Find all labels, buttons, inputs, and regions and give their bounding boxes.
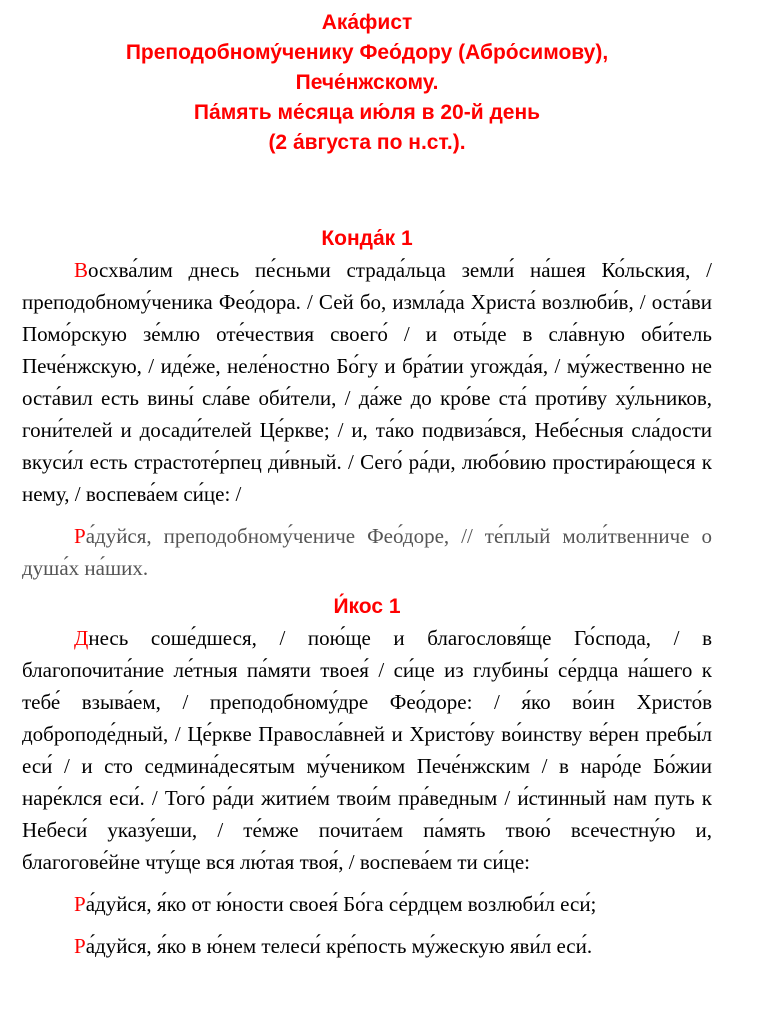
chaire-initial: Р: [74, 892, 86, 916]
kondak-1-text: [22, 254, 712, 510]
title-line-2: Преподобному́ченику Фео́дору (Абро́симову),: [125, 41, 609, 64]
kondak-1-heading: Конда́к 1: [321, 227, 413, 250]
ikos-1-initial: Д: [74, 626, 89, 650]
ikos-1-heading: И́кос 1: [333, 595, 401, 618]
title-line-1: Ака́фист: [321, 11, 413, 34]
ikos-1-text: [22, 622, 712, 878]
ikos-1-body: несь соше́дшеся, / пою́ще и благословя́ще Го́спода, / в благопочита́ние ле́тныя па́мяти твоея́ / си́це из глубины́ се́рдца на́шего к тебе́ взыва́ем, / преподобному́дре Фео́доре: / я́ко во́ин Христо́в доброподе́дный, / Це́ркве Правосла́вней и Христо́ву во́инству ве́рен пребы́л еси́ / и сто седмина́десятым му́чеником Пече́нжским / в наро́де Бо́жии наре́клся еси́. / Того́ ра́ди житие́м твои́м пра́ведным / и́стинный нам путь к Небеси́ указу́еши, / те́мже почита́ем па́мять твою́ всечестну́ю и, благогове́йне чту́ще вся лю́тая твоя́, / воспева́ем ти си́це:: [22, 626, 712, 874]
kondak-1-refrain-body: а́дуйся, преподобному́чениче Фео́доре, // те́плый моли́твенниче о душа́х на́ших.: [22, 524, 712, 580]
chaire-line: [22, 888, 712, 920]
document-title: [22, 0, 712, 158]
title-line-3: Пече́нжскому.: [295, 71, 439, 94]
chaire-line: [22, 930, 712, 962]
chaire-initial: Р: [74, 934, 86, 958]
title-line-4: Па́мять ме́сяца ию́ля в 20-й день: [193, 101, 541, 124]
kondak-1-refrain: [22, 520, 712, 584]
document-page: [22, 0, 712, 962]
kondak-1-initial: В: [74, 258, 89, 282]
kondak-1-body: осхва́лим днесь пе́сньми страда́льца земли́ на́шея Ко́льския, / преподобному́ченика Фео́дора. / Сей бо, измла́да Христа́ возлюби́в, / оста́ви Помо́рскую зе́млю оте́чествия своего́ / и оты́де в сла́вную оби́тель Пече́нжскую, / иде́же, неле́ностно Бо́гу и бра́тии угожда́я, / му́жественно не оста́вил есть вины́ сла́ве оби́тели, / да́же до кро́ве ста́ проти́ву ху́льников, гони́телей и досади́телей Це́ркве; / и, та́ко подвиза́вся, Небе́сныя сла́дости вкуси́л есть страстоте́рпец ди́вный. / Сего́ ра́ди, любо́вию простира́ющеся к нему, / воспева́ем си́це: /: [22, 258, 712, 506]
kondak-1-refrain-initial: Р: [74, 524, 86, 548]
chaire-text: а́дуйся, я́ко от ю́ности своея́ Бо́га се́рдцем возлюби́л еси́;: [85, 892, 597, 916]
title-line-5: (2 а́вгуста по н.ст.).: [268, 131, 466, 154]
chaire-text: а́дуйся, я́ко в ю́нем телеси́ кре́пость му́жескую яви́л еси́.: [85, 934, 593, 958]
